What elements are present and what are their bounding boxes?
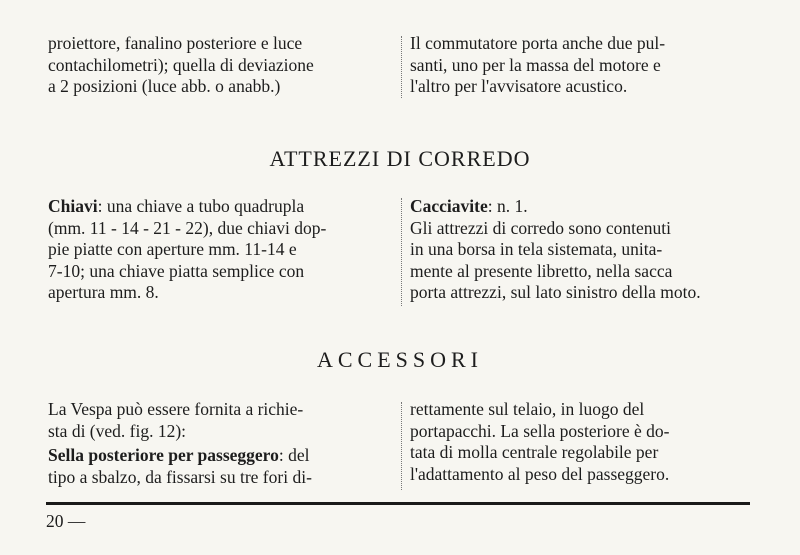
section3-right-column (410, 399, 754, 485)
term-cacciavite: Cacciavite (410, 196, 488, 216)
text-line: La Vespa può essere fornita a richie- (48, 399, 304, 419)
column-divider (401, 198, 402, 306)
page-number: 20 — (46, 511, 86, 531)
text-line: 7-10; una chiave piatta semplice con (48, 260, 305, 281)
footer-rule (46, 502, 750, 505)
text-line: a 2 posizioni (luce abb. o anabb.) (48, 76, 281, 96)
text-line: (mm. 11 - 14 - 21 - 22), due chiavi dop- (48, 217, 327, 238)
text-line (48, 445, 392, 467)
text-line: mente al presente libretto, nella sacca (410, 260, 673, 281)
text-line: apertura mm. 8. (48, 282, 159, 302)
text-fragment: : una chiave a tubo quadrupla (97, 196, 305, 216)
text-line: Gli attrezzi di corredo sono contenuti (410, 217, 671, 238)
column-divider (401, 36, 402, 98)
text-line: l'altro per l'avvisatore acustico. (410, 76, 628, 96)
section-heading-accessori: ACCESSORI (316, 347, 484, 372)
text-line (410, 196, 754, 218)
text-line (48, 196, 392, 218)
text-line: Il commutatore porta anche due pul- (410, 33, 666, 53)
section2-left-column (48, 196, 392, 304)
text-line: rettamente sul telaio, in luogo del (410, 399, 645, 419)
text-line: in una borsa in tela sistemata, unita- (410, 239, 663, 259)
section1-right-column (410, 33, 754, 98)
text-line: contachilometri); quella di deviazione (48, 54, 314, 75)
term-sella: Sella posteriore per passeggero (48, 445, 279, 465)
section2-right-column (410, 196, 754, 304)
text-line: tata di molla centrale regolabile per (410, 442, 659, 462)
column-divider (401, 402, 402, 490)
text-line: proiettore, fanalino posteriore e luce (48, 33, 303, 53)
text-line: porta attrezzi, sul lato sinistro della moto. (410, 282, 701, 302)
section-heading-attrezzi: ATTREZZI DI CORREDO (269, 146, 531, 171)
text-fragment: : n. 1. (487, 196, 528, 216)
text-line: tipo a sbalzo, da fissarsi su tre fori di- (48, 466, 312, 487)
section3-left-column (48, 399, 392, 488)
text-line: santi, uno per la massa del motore e (410, 54, 661, 75)
term-chiavi: Chiavi (48, 196, 98, 216)
text-line: pie piatte con aperture mm. 11-14 e (48, 239, 297, 259)
section1-left-column (48, 33, 392, 98)
text-line: l'adattamento al peso del passeggero. (410, 463, 670, 484)
text-fragment: : del (278, 445, 310, 465)
text-line: sta di (ved. fig. 12): (48, 420, 187, 441)
text-line: portapacchi. La sella posteriore è do- (410, 420, 670, 441)
